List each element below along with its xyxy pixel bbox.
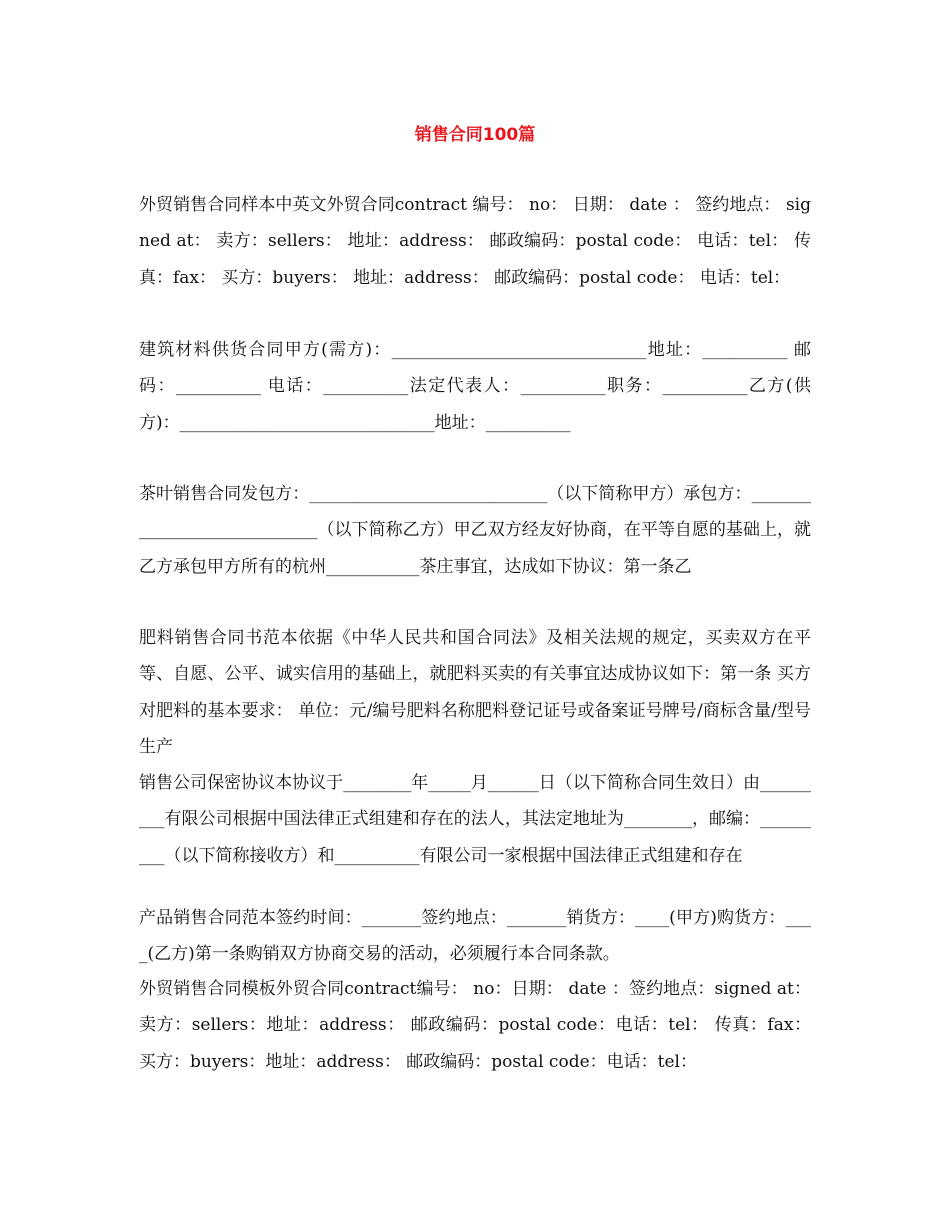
paragraph-fertilizer-sales-contract: 肥料销售合同书范本依据《中华人民共和国合同法》及相关法规的规定，买卖双方在平等、自愿、公平、诚实信用的基础上，就肥料买卖的有关事宜达成协议如下：第一条 买方对肥料的基本要求： 单位：元/编号肥料名称肥料登记证号或备案证号牌号/商标含量/型号生产 bbox=[139, 628, 811, 757]
paragraph-foreign-trade-contract-template: 外贸销售合同模板外贸合同contract编号： no：日期： date ：签约地点：signed at：卖方：sellers：地址：address： 邮政编码：postal code：电话：tel： 传真：fax：买方：buyers：地址：address： 邮政编码：postal code：电话：tel： bbox=[139, 979, 811, 1072]
document-title: 销售合同100篇 bbox=[414, 125, 536, 145]
paragraph-product-sales-contract: 产品销售合同范本签约时间：_______签约地点：_______销货方：____(甲方)购货方：____(乙方)第一条购销双方协商交易的活动，必须履行本合同条款。 bbox=[139, 908, 811, 965]
paragraph-confidentiality-agreement: 销售公司保密协议本协议于________年_____月______日（以下简称合同生效日）由_________有限公司根据中国法律正式组建和存在的法人，其法定地址为________，邮编：_________（以下简称接收方）和__________有限公司一家根据中国法律正式组建和存在 bbox=[139, 773, 811, 866]
paragraph-foreign-trade-contract-sample: 外贸销售合同样本中英文外贸合同contract 编号： no： 日期： date ： 签约地点： signed at： 卖方：sellers： 地址：address： 邮政编码：postal code： 电话：tel： 传真：fax： 买方：buyers： 地址：address： 邮政编码：postal code： 电话：tel： bbox=[139, 195, 811, 288]
paragraph-tea-sales-contract: 茶叶销售合同发包方：____________________________（以下简称甲方）承包方：____________________________（以下简称乙方）甲乙双方经友好协商，在平等自愿的基础上，就乙方承包甲方所有的杭州___________茶庄事宜，达成如下协议：第一条乙 bbox=[139, 484, 811, 577]
paragraph-building-materials-supply: 建筑材料供货合同甲方(需方)：______________________________地址：__________ 邮码：__________ 电话：__________法定代表人：__________职务：__________乙方(供方)：______________________________地址：__________ bbox=[139, 340, 811, 433]
